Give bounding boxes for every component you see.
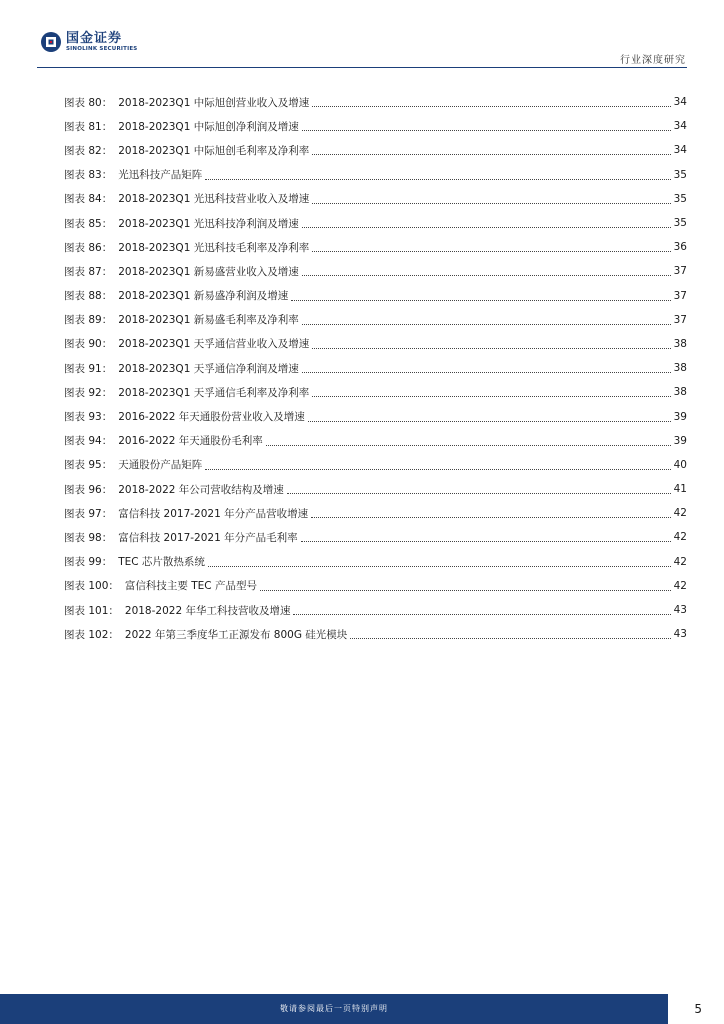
- toc-dot-leader: [287, 492, 671, 494]
- toc-entry[interactable]: [64, 501, 687, 525]
- toc-page-number: 43: [673, 628, 687, 641]
- toc-page-number: 41: [673, 483, 687, 496]
- toc-dot-leader: [205, 468, 670, 470]
- toc-figure-title: 2018-2023Q1 中际旭创毛利率及净利率: [118, 144, 310, 157]
- toc-page-number: 39: [673, 434, 687, 447]
- toc-dot-leader: [301, 540, 671, 542]
- toc-dot-leader: [266, 444, 671, 446]
- toc-figure-title: 富信科技 2017-2021 年分产品营收增速: [118, 507, 309, 520]
- toc-entry[interactable]: [64, 187, 687, 211]
- page-number: 5: [694, 1002, 702, 1016]
- toc-dot-leader: [302, 274, 671, 276]
- toc-page-number: 35: [673, 217, 687, 230]
- page-header: [0, 0, 724, 70]
- page-footer: [0, 994, 724, 1024]
- toc-figure-title: 2018-2023Q1 中际旭创营业收入及增速: [118, 96, 310, 109]
- toc-figure-label: 图表 100：: [64, 580, 119, 593]
- toc-dot-leader: [308, 420, 671, 422]
- toc-page-number: 37: [673, 313, 687, 326]
- toc-figure-title: 光迅科技产品矩阵: [118, 169, 203, 182]
- figure-index-list: [64, 90, 687, 646]
- toc-entry[interactable]: [64, 404, 687, 428]
- toc-dot-leader: [312, 153, 670, 155]
- toc-figure-title: 2018-2023Q1 光迅科技毛利率及净利率: [118, 241, 310, 254]
- toc-entry[interactable]: [64, 550, 687, 574]
- toc-page-number: 40: [673, 458, 687, 471]
- toc-page-number: 34: [673, 144, 687, 157]
- toc-figure-label: 图表 96：: [64, 483, 113, 496]
- sinolink-logo-icon: [40, 31, 62, 53]
- toc-entry[interactable]: [64, 138, 687, 162]
- toc-figure-label: 图表 92：: [64, 386, 113, 399]
- header-divider: [37, 67, 687, 68]
- toc-figure-label: 图表 101：: [64, 604, 119, 617]
- toc-entry[interactable]: [64, 525, 687, 549]
- toc-figure-title: 富信科技 2017-2021 年分产品毛利率: [118, 531, 298, 544]
- toc-entry[interactable]: [64, 380, 687, 404]
- toc-figure-title: 2018-2023Q1 光迅科技营业收入及增速: [118, 193, 310, 206]
- toc-page-number: 38: [673, 386, 687, 399]
- toc-page-number: 35: [673, 168, 687, 181]
- logo-chinese-name: 国金证券: [66, 30, 123, 46]
- toc-entry[interactable]: [64, 259, 687, 283]
- toc-figure-title: 2018-2022 年公司营收结构及增速: [118, 483, 284, 496]
- toc-page-number: 35: [673, 192, 687, 205]
- toc-page-number: 42: [673, 555, 687, 568]
- toc-page-number: 38: [673, 362, 687, 375]
- toc-entry[interactable]: [64, 598, 687, 622]
- toc-figure-title: 2018-2023Q1 新易盛营业收入及增速: [118, 265, 299, 278]
- toc-figure-title: 2018-2023Q1 天孚通信毛利率及净利率: [118, 386, 310, 399]
- toc-figure-label: 图表 90：: [64, 338, 113, 351]
- toc-entry[interactable]: [64, 211, 687, 235]
- toc-page-number: 34: [673, 96, 687, 109]
- toc-figure-label: 图表 94：: [64, 435, 113, 448]
- toc-page-number: 42: [673, 507, 687, 520]
- toc-entry[interactable]: [64, 235, 687, 259]
- toc-dot-leader: [293, 613, 670, 615]
- toc-figure-label: 图表 89：: [64, 314, 113, 327]
- toc-dot-leader: [302, 323, 671, 325]
- toc-dot-leader: [260, 589, 671, 591]
- toc-figure-title: 2018-2023Q1 新易盛净利润及增速: [118, 290, 289, 303]
- toc-dot-leader: [311, 516, 671, 518]
- toc-figure-label: 图表 102：: [64, 628, 119, 641]
- toc-figure-title: 2018-2023Q1 天孚通信净利润及增速: [118, 362, 299, 375]
- toc-entry[interactable]: [64, 622, 687, 646]
- toc-dot-leader: [350, 637, 670, 639]
- toc-figure-title: 2016-2022 年天通股份营业收入及增速: [118, 411, 305, 424]
- toc-page-number: 42: [673, 531, 687, 544]
- toc-page-number: 42: [673, 579, 687, 592]
- toc-entry[interactable]: [64, 163, 687, 187]
- toc-figure-label: 图表 86：: [64, 241, 113, 254]
- toc-page-number: 34: [673, 120, 687, 133]
- toc-figure-label: 图表 98：: [64, 531, 113, 544]
- toc-figure-title: 2018-2023Q1 新易盛毛利率及净利率: [118, 314, 299, 327]
- toc-figure-title: 2018-2023Q1 中际旭创净利润及增速: [118, 120, 299, 133]
- toc-figure-title: 富信科技主要 TEC 产品型号: [124, 580, 257, 593]
- toc-figure-label: 图表 84：: [64, 193, 113, 206]
- toc-entry[interactable]: [64, 477, 687, 501]
- toc-figure-label: 图表 87：: [64, 265, 113, 278]
- company-logo: [40, 31, 137, 53]
- toc-entry[interactable]: [64, 356, 687, 380]
- toc-figure-label: 图表 88：: [64, 290, 113, 303]
- toc-figure-title: TEC 芯片散热系统: [118, 556, 205, 569]
- toc-dot-leader: [312, 202, 670, 204]
- toc-entry[interactable]: [64, 574, 687, 598]
- toc-figure-label: 图表 82：: [64, 144, 113, 157]
- report-type-label: 行业深度研究: [620, 55, 686, 66]
- toc-dot-leader: [302, 129, 671, 131]
- toc-entry[interactable]: [64, 429, 687, 453]
- toc-figure-label: 图表 93：: [64, 411, 113, 424]
- toc-figure-label: 图表 95：: [64, 459, 113, 472]
- toc-page-number: 43: [673, 604, 687, 617]
- toc-page-number: 36: [673, 241, 687, 254]
- toc-figure-title: 2018-2023Q1 天孚通信营业收入及增速: [118, 338, 310, 351]
- toc-dot-leader: [312, 347, 670, 349]
- toc-page-number: 38: [673, 337, 687, 350]
- toc-page-number: 37: [673, 265, 687, 278]
- toc-entry[interactable]: [64, 284, 687, 308]
- toc-figure-label: 图表 81：: [64, 120, 113, 133]
- toc-figure-title: 2018-2023Q1 光迅科技净利润及增速: [118, 217, 299, 230]
- toc-dot-leader: [302, 371, 671, 373]
- toc-figure-label: 图表 80：: [64, 96, 113, 109]
- disclaimer-note: 敬请参阅最后一页特别声明: [280, 1004, 388, 1013]
- toc-figure-title: 2022 年第三季度华工正源发布 800G 硅光模块: [124, 628, 348, 641]
- toc-figure-label: 图表 83：: [64, 169, 113, 182]
- toc-dot-leader: [312, 105, 670, 107]
- toc-entry[interactable]: [64, 90, 687, 114]
- toc-figure-label: 图表 99：: [64, 556, 113, 569]
- toc-figure-title: 2018-2022 年华工科技营收及增速: [124, 604, 291, 617]
- toc-dot-leader: [312, 250, 670, 252]
- toc-dot-leader: [302, 226, 671, 228]
- toc-figure-title: 天通股份产品矩阵: [118, 459, 203, 472]
- toc-page-number: 37: [673, 289, 687, 302]
- logo-english-name: SINOLINK SECURITIES: [66, 45, 138, 52]
- toc-dot-leader: [291, 299, 670, 301]
- toc-page-number: 39: [673, 410, 687, 423]
- toc-entry[interactable]: [64, 308, 687, 332]
- toc-figure-label: 图表 91：: [64, 362, 113, 375]
- toc-dot-leader: [312, 395, 670, 397]
- toc-figure-label: 图表 85：: [64, 217, 113, 230]
- toc-entry[interactable]: [64, 114, 687, 138]
- toc-figure-title: 2016-2022 年天通股份毛利率: [118, 435, 263, 448]
- toc-entry[interactable]: [64, 453, 687, 477]
- toc-figure-label: 图表 97：: [64, 507, 113, 520]
- toc-dot-leader: [205, 178, 670, 180]
- toc-entry[interactable]: [64, 332, 687, 356]
- toc-dot-leader: [208, 565, 671, 567]
